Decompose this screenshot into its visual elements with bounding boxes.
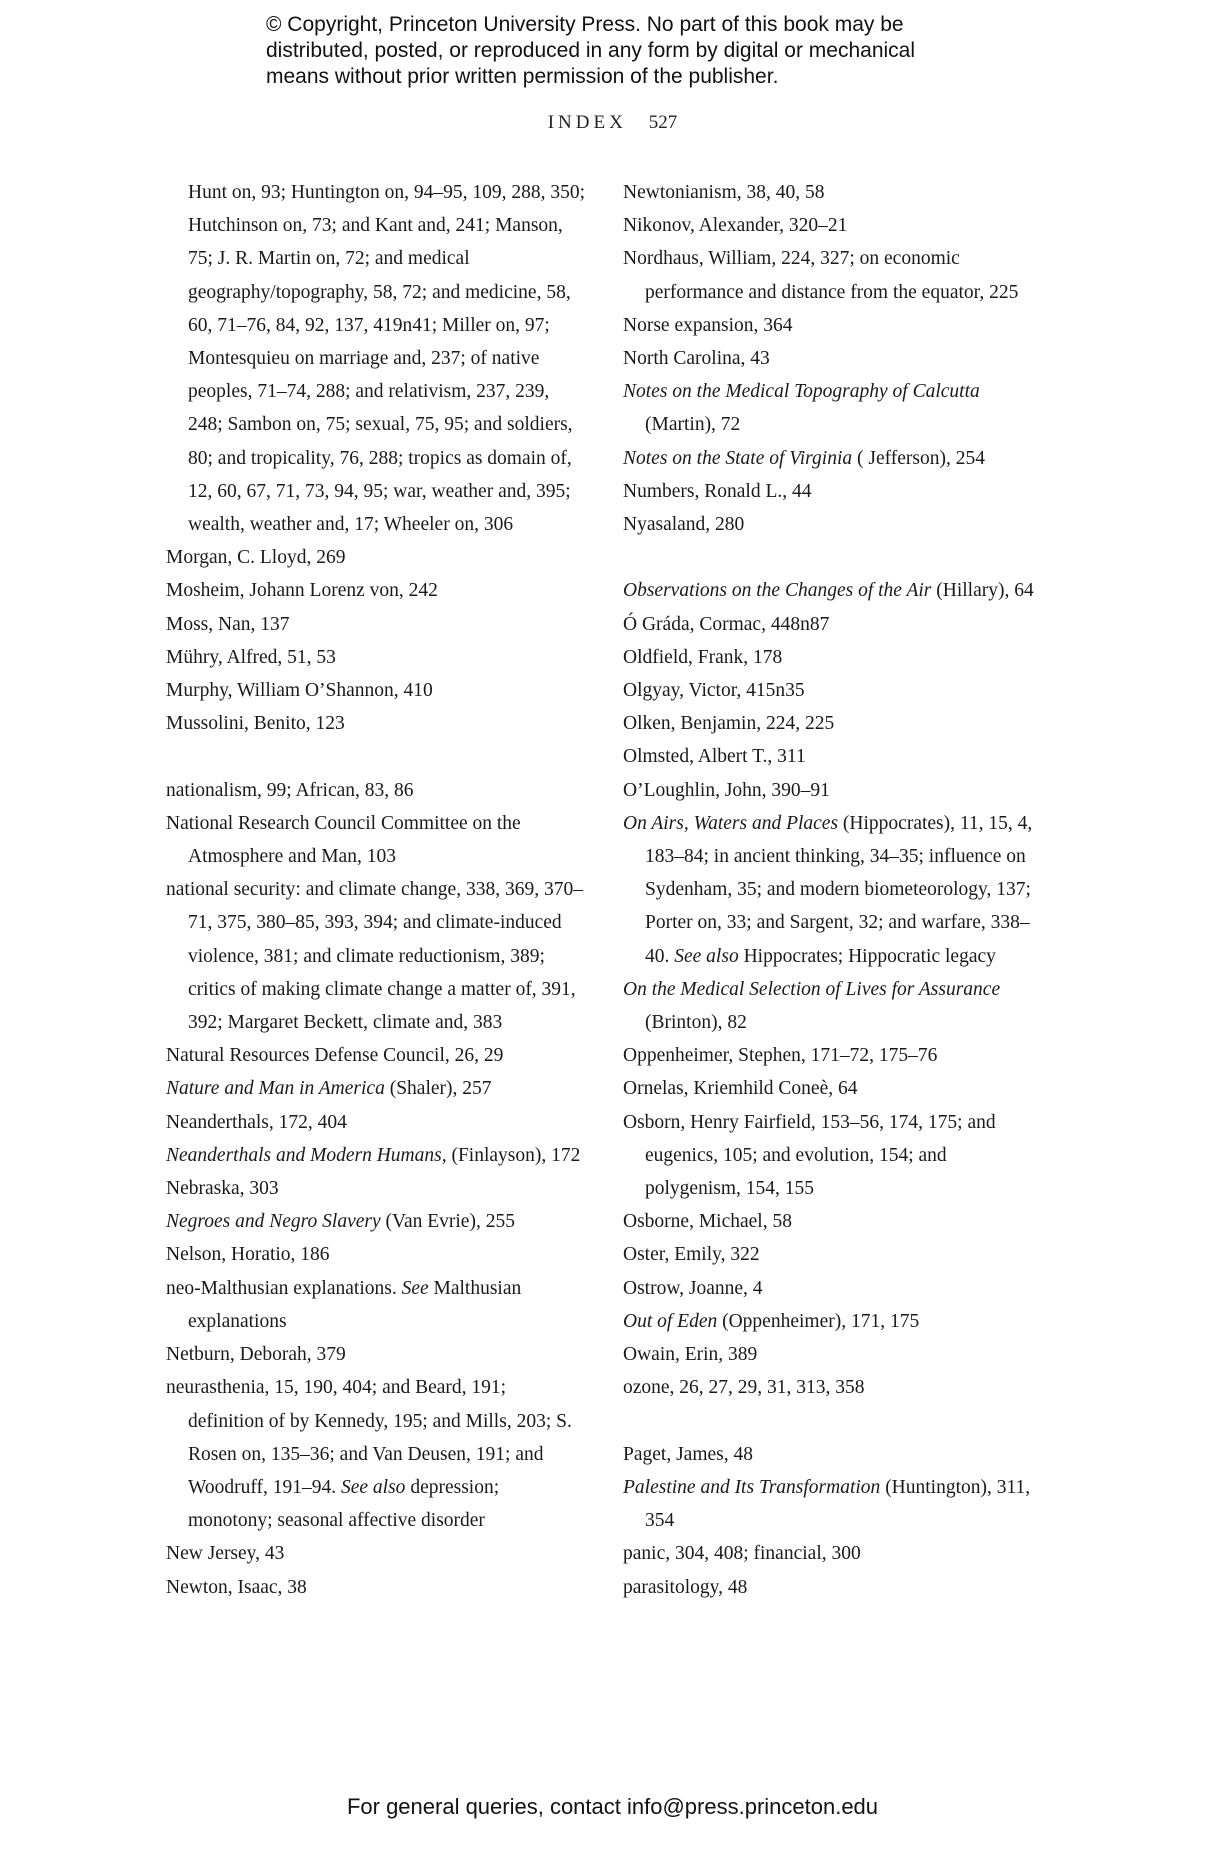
entry-text: Olgyay, Victor, 415n35 bbox=[623, 680, 805, 702]
entry-text: (Huntington), 311, 354 bbox=[645, 1476, 1031, 1532]
entry-text: Malthusian explanations bbox=[188, 1277, 522, 1332]
entry-text: depression; monotony; seasonal affective disorder bbox=[188, 1476, 500, 1532]
index-entry bbox=[623, 508, 1047, 541]
index-entry bbox=[166, 1039, 586, 1072]
entry-text: Nordhaus, William, 224, 327; on economic performance and distance from the equator, 225 bbox=[623, 248, 1019, 303]
entry-text: ( Jefferson), 254 bbox=[852, 447, 985, 469]
page-number: 527 bbox=[648, 112, 678, 133]
entry-text: Oppenheimer, Stephen, 171–72, 175–76 bbox=[623, 1045, 938, 1067]
entry-italic-text: Nature and Man in America bbox=[166, 1078, 385, 1100]
index-entry bbox=[623, 1238, 1047, 1271]
index-entry bbox=[623, 1438, 1047, 1471]
entry-text: National Research Council Committee on the Atmosphere and Man, 103 bbox=[166, 812, 521, 868]
index-entry bbox=[166, 1205, 586, 1238]
entry-text: Mühry, Alfred, 51, 53 bbox=[166, 646, 336, 668]
entry-italic-text: Neanderthals and Modern Humans, bbox=[166, 1144, 447, 1166]
index-entry bbox=[166, 1139, 586, 1172]
index-entry bbox=[623, 973, 1047, 1039]
entry-text: North Carolina, 43 bbox=[623, 348, 770, 370]
entry-italic-text: Notes on the State of Virginia bbox=[623, 447, 853, 469]
entry-italic-text: Negroes and Negro Slavery bbox=[166, 1211, 381, 1233]
copyright-line: distributed, posted, or reproduced in any form by digital or mechanical bbox=[266, 39, 916, 62]
entry-text: nationalism, 99; African, 83, 86 bbox=[166, 779, 414, 801]
entry-italic-text: See bbox=[401, 1277, 429, 1299]
entry-text: Murphy, William O’Shannon, 410 bbox=[166, 680, 433, 702]
running-head bbox=[0, 112, 1225, 134]
index-entry bbox=[623, 475, 1047, 508]
entry-text: (Van Evrie), 255 bbox=[380, 1211, 515, 1233]
index-entry bbox=[623, 309, 1047, 342]
entry-text: (Hillary), 64 bbox=[931, 580, 1034, 602]
footer-contact: For general queries, contact info@press.princeton.edu bbox=[346, 1794, 879, 1819]
entry-text: Numbers, Ronald L., 44 bbox=[623, 480, 812, 502]
index-entry bbox=[623, 1205, 1047, 1238]
entry-text: national security: and climate change, 338, 369, 370–71, 375, 380–85, 393, 394; and climate-induced violence, 381; and climate reductionism, 389; critics of making climate change a matter of, 391, 392; Margaret Beckett, climate and, 383 bbox=[166, 879, 583, 1034]
entry-text: Paget, James, 48 bbox=[623, 1443, 753, 1465]
index-entry bbox=[166, 574, 586, 607]
index-entry bbox=[623, 1338, 1047, 1371]
entry-text: Newtonianism, 38, 40, 58 bbox=[623, 182, 825, 203]
index-entry bbox=[623, 1471, 1047, 1537]
entry-text: Nyasaland, 280 bbox=[623, 514, 745, 536]
index-entry bbox=[623, 375, 1047, 441]
entry-text: Owain, Erin, 389 bbox=[623, 1344, 758, 1366]
entry-text: parasitology, 48 bbox=[623, 1576, 748, 1598]
index-entry bbox=[166, 1106, 586, 1139]
copyright-notice bbox=[266, 12, 1026, 90]
index-entry bbox=[623, 807, 1047, 973]
entry-text: (Hippocrates), 11, 15, 4, 183–84; in ancient thinking, 34–35; influence on Sydenham, 35; and modern biometeorology, 137; Porter on, 33; and Sargent, 32; and warfare, 338–40. bbox=[645, 812, 1033, 967]
index-entry bbox=[166, 873, 586, 1039]
index-entry bbox=[166, 1072, 586, 1105]
entry-text: Morgan, C. Lloyd, 269 bbox=[166, 547, 346, 569]
index-entry bbox=[623, 641, 1047, 674]
index-entry bbox=[623, 1106, 1047, 1206]
entry-text: Olmsted, Albert T., 311 bbox=[623, 746, 806, 768]
index-entry bbox=[166, 1238, 586, 1271]
letter-group-gap bbox=[166, 740, 586, 773]
entry-text: neurasthenia, 15, 190, 404; and Beard, 191; definition of by Kennedy, 195; and Mills, 203; S. Rosen on, 135–36; and Van Deusen, 191; and Woodruff, 191–94. bbox=[166, 1377, 572, 1498]
entry-text: Osborn, Henry Fairfield, 153–56, 174, 175; and eugenics, 105; and evolution, 154; and polygenism, 154, 155 bbox=[623, 1111, 996, 1200]
entry-text: Mussolini, Benito, 123 bbox=[166, 713, 345, 735]
index-entry bbox=[623, 774, 1047, 807]
entry-text: Hunt on, 93; Huntington on, 94–95, 109, 288, 350; Hutchinson on, 73; and Kant and, 241; Manson, 75; J. R. Martin on, 72; and medical geography/topography, 58, 72; and medicine, 58, 60, 71–76, 84, 92, 137, 419n41; Miller on, 97; Montesquieu on marriage and, 237; of native peoples, 71–74, 288; and relativism, 237, 239, 248; Sambon on, 75; sexual, 75, 95; and soldiers, 80; and tropicality, 76, 288; tropics as domain of, 12, 60, 67, 71, 73, 94, 95; war, weather and, 395; wealth, weather and, 17; Wheeler on, 306 bbox=[188, 182, 586, 536]
entry-text: Mosheim, Johann Lorenz von, 242 bbox=[166, 580, 438, 602]
index-entry bbox=[623, 1305, 1047, 1338]
entry-text: panic, 304, 408; financial, 300 bbox=[623, 1543, 861, 1565]
entry-text: Natural Resources Defense Council, 26, 29 bbox=[166, 1045, 504, 1067]
index-entry bbox=[623, 1039, 1047, 1072]
entry-text: ozone, 26, 27, 29, 31, 313, 358 bbox=[623, 1377, 865, 1399]
index-entry bbox=[166, 641, 586, 674]
letter-group-gap bbox=[623, 1405, 1047, 1438]
entry-text: Oldfield, Frank, 178 bbox=[623, 646, 783, 668]
entry-text: (Oppenheimer), 171, 175 bbox=[717, 1310, 920, 1332]
entry-italic-text: On the Medical Selection of Lives for Assurance bbox=[623, 978, 1001, 1000]
index-entry bbox=[166, 774, 586, 807]
index-entry-continued bbox=[166, 176, 586, 541]
entry-text: Newton, Isaac, 38 bbox=[166, 1576, 307, 1598]
index-entry bbox=[166, 1371, 586, 1537]
index-entry bbox=[166, 1338, 586, 1371]
entry-text: Ostrow, Joanne, 4 bbox=[623, 1277, 763, 1299]
entry-italic-text: Observations on the Changes of the Air bbox=[623, 580, 932, 602]
entry-italic-text: Out of Eden bbox=[623, 1310, 718, 1332]
index-entry bbox=[166, 807, 586, 873]
running-head-label: INDEX bbox=[547, 112, 627, 133]
entry-text: Norse expansion, 364 bbox=[623, 314, 793, 336]
index-entry bbox=[166, 1537, 586, 1570]
index-column-right bbox=[623, 176, 1047, 1604]
entry-text: Ó Gráda, Cormac, 448n87 bbox=[623, 613, 830, 635]
index-entry bbox=[623, 608, 1047, 641]
entry-text: neo-Malthusian explanations. bbox=[166, 1277, 402, 1299]
entry-text: Nelson, Horatio, 186 bbox=[166, 1244, 330, 1266]
entry-text: (Brinton), 82 bbox=[645, 1012, 747, 1034]
index-entry bbox=[623, 442, 1047, 475]
entry-text: Neanderthals, 172, 404 bbox=[166, 1111, 347, 1133]
copyright-line: means without prior written permission of the publisher. bbox=[266, 65, 779, 88]
index-entry bbox=[623, 1371, 1047, 1404]
entry-text: O’Loughlin, John, 390–91 bbox=[623, 779, 830, 801]
index-entry bbox=[166, 707, 586, 740]
entry-text: (Martin), 72 bbox=[645, 414, 741, 436]
index-entry bbox=[623, 1571, 1047, 1604]
index-entry bbox=[166, 1272, 586, 1338]
index-entry bbox=[623, 1272, 1047, 1305]
index-entry bbox=[623, 209, 1047, 242]
index-entry bbox=[166, 608, 586, 641]
entry-italic-text: See also bbox=[674, 945, 739, 967]
entry-text: Osborne, Michael, 58 bbox=[623, 1211, 792, 1233]
index-column-left bbox=[166, 176, 586, 1604]
index-entry bbox=[166, 541, 586, 574]
index-entry bbox=[623, 674, 1047, 707]
entry-italic-text: On Airs, Waters and Places bbox=[623, 812, 839, 834]
entry-text: Olken, Benjamin, 224, 225 bbox=[623, 713, 835, 735]
entry-italic-text: Notes on the Medical Topography of Calcutta bbox=[623, 381, 980, 403]
index-entry bbox=[623, 740, 1047, 773]
entry-text: (Shaler), 257 bbox=[384, 1078, 492, 1100]
entry-text: Nikonov, Alexander, 320–21 bbox=[623, 215, 848, 237]
index-entry bbox=[623, 242, 1047, 308]
entry-text: Oster, Emily, 322 bbox=[623, 1244, 760, 1266]
index-entry bbox=[166, 674, 586, 707]
index-entry bbox=[623, 1072, 1047, 1105]
copyright-line: © Copyright, Princeton University Press. No part of this book may be bbox=[266, 13, 904, 36]
index-entry bbox=[623, 574, 1047, 607]
index-entry bbox=[623, 176, 1047, 209]
entry-text: Nebraska, 303 bbox=[166, 1178, 279, 1200]
index-entry bbox=[623, 707, 1047, 740]
index-entry bbox=[623, 342, 1047, 375]
index-entry bbox=[166, 1571, 586, 1604]
entry-text: Netburn, Deborah, 379 bbox=[166, 1344, 346, 1366]
entry-text: Ornelas, Kriemhild Coneè, 64 bbox=[623, 1078, 858, 1100]
letter-group-gap bbox=[623, 541, 1047, 574]
index-entry bbox=[623, 1537, 1047, 1570]
entry-italic-text: Palestine and Its Transformation bbox=[623, 1476, 881, 1498]
entry-italic-text: See also bbox=[340, 1476, 406, 1498]
entry-text: (Finlayson), 172 bbox=[446, 1144, 581, 1166]
entry-text: Hippocrates; Hippocratic legacy bbox=[738, 945, 996, 967]
entry-text: New Jersey, 43 bbox=[166, 1543, 285, 1565]
index-entry bbox=[166, 1172, 586, 1205]
entry-text: Moss, Nan, 137 bbox=[166, 613, 290, 635]
